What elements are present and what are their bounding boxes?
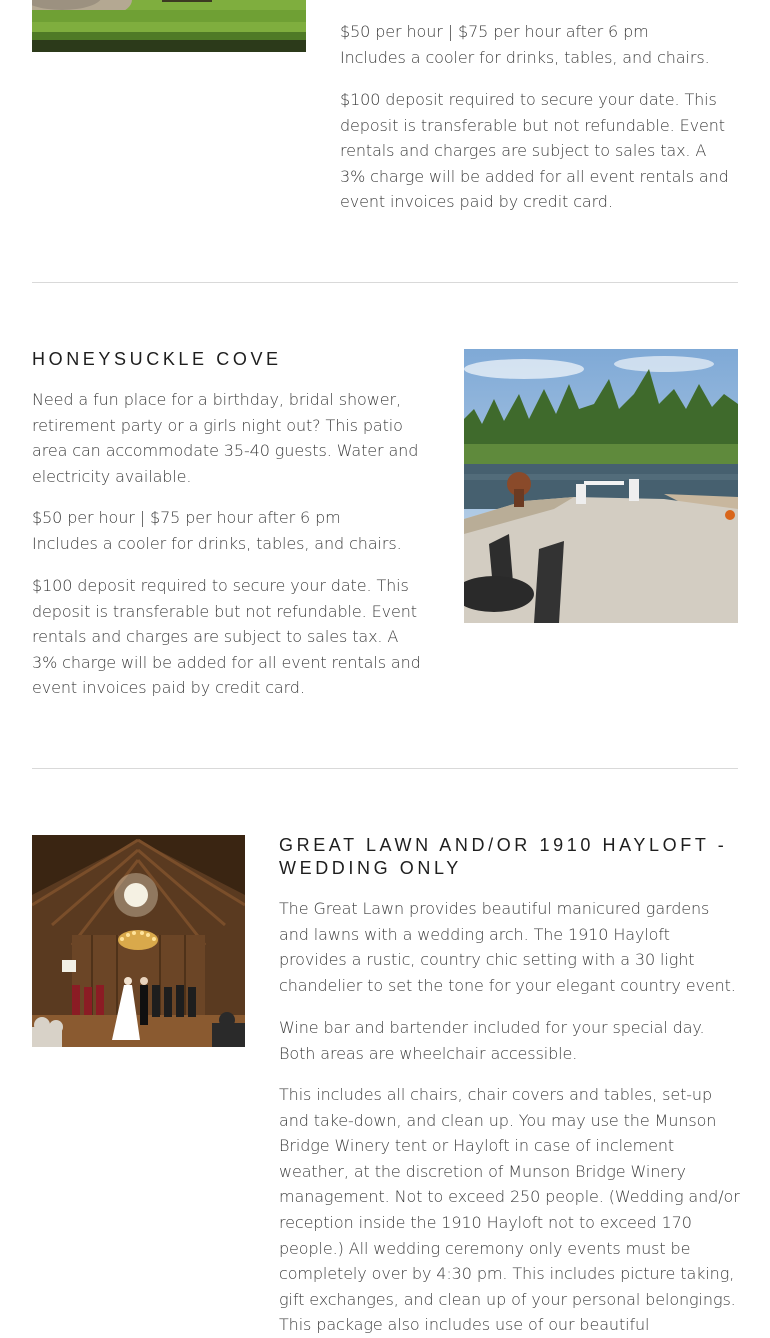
honeysuckle-deposit: [32, 573, 424, 701]
section-title-honeysuckle: HONEYSUCKLE COVE: [32, 349, 282, 369]
honeysuckle-pricing-line1: $50 per hour | $75 per hour after 6 pm: [32, 508, 341, 527]
pond-patio-photo: [464, 349, 738, 623]
great-lawn-includes: [279, 1082, 741, 1338]
top-pricing: [340, 19, 740, 70]
divider: [32, 282, 738, 283]
great-lawn-description: [279, 896, 739, 998]
great-lawn-wine-bar-text: Wine bar and bartender included for your special day. Both areas are wheelchair accessible.: [279, 1018, 705, 1063]
top-deposit: $100 deposit required to secure your date. This deposit is transferable but not refundable. Event rentals and charges are subject to sales tax. A 3% charge will be added for all event rentals and event invoices paid by credit card.: [340, 90, 729, 212]
lawn-photo: [32, 0, 306, 52]
honeysuckle-pricing-line2: Includes a cooler for drinks, tables, and chairs.: [32, 533, 402, 553]
divider: [32, 768, 738, 769]
great-lawn-description-text: The Great Lawn provides beautiful manicured gardens and lawns with a wedding arch. The 1910 Hayloft provides a rustic, country chic setting with a 30 light chandelier to set the tone for your elegant country event.: [279, 899, 736, 995]
honeysuckle-description: [32, 387, 432, 489]
honeysuckle-pricing: [32, 505, 432, 556]
section-title-great-lawn: GREAT LAWN AND/OR 1910 HAYLOFT - WEDDING ONLY: [279, 835, 728, 878]
honeysuckle-description-text: Need a fun place for a birthday, bridal shower, retirement party or a girls night out? This patio area can accommodate 35-40 guests. Water and electricity available.: [32, 390, 419, 486]
hayloft-wedding-photo: [32, 835, 245, 1047]
great-lawn-wine-bar: [279, 1015, 719, 1066]
top-pricing-line1: $50 per hour | $75 per hour after 6 pm: [340, 22, 649, 41]
honeysuckle-deposit-text: $100 deposit required to secure your date. This deposit is transferable but not refundable. Event rentals and charges are subject to sales tax. A 3% charge will be added for all event rentals and event invoices paid by credit card.: [32, 576, 421, 698]
great-lawn-includes-text: This includes all chairs, chair covers and tables, set-up and take-down, and clean up. You may use the Munson Bridge Winery tent or Hayloft in case of inclement weather, at the discretion of Munson Bridge Winery management. Not to exceed 250 people. (Wedding and/or reception inside the 1910 Hayloft not to exceed 170 people.) All wedding ceremony only events must be completely over by 4:30 pm. This includes picture taking, gift exchanges, and clean up of your personal belongings. This package also includes use of our beautiful: [279, 1085, 740, 1335]
top-deposit-text: [340, 87, 730, 215]
top-pricing-line2: Includes a cooler for drinks, tables, and chairs.: [340, 47, 710, 67]
